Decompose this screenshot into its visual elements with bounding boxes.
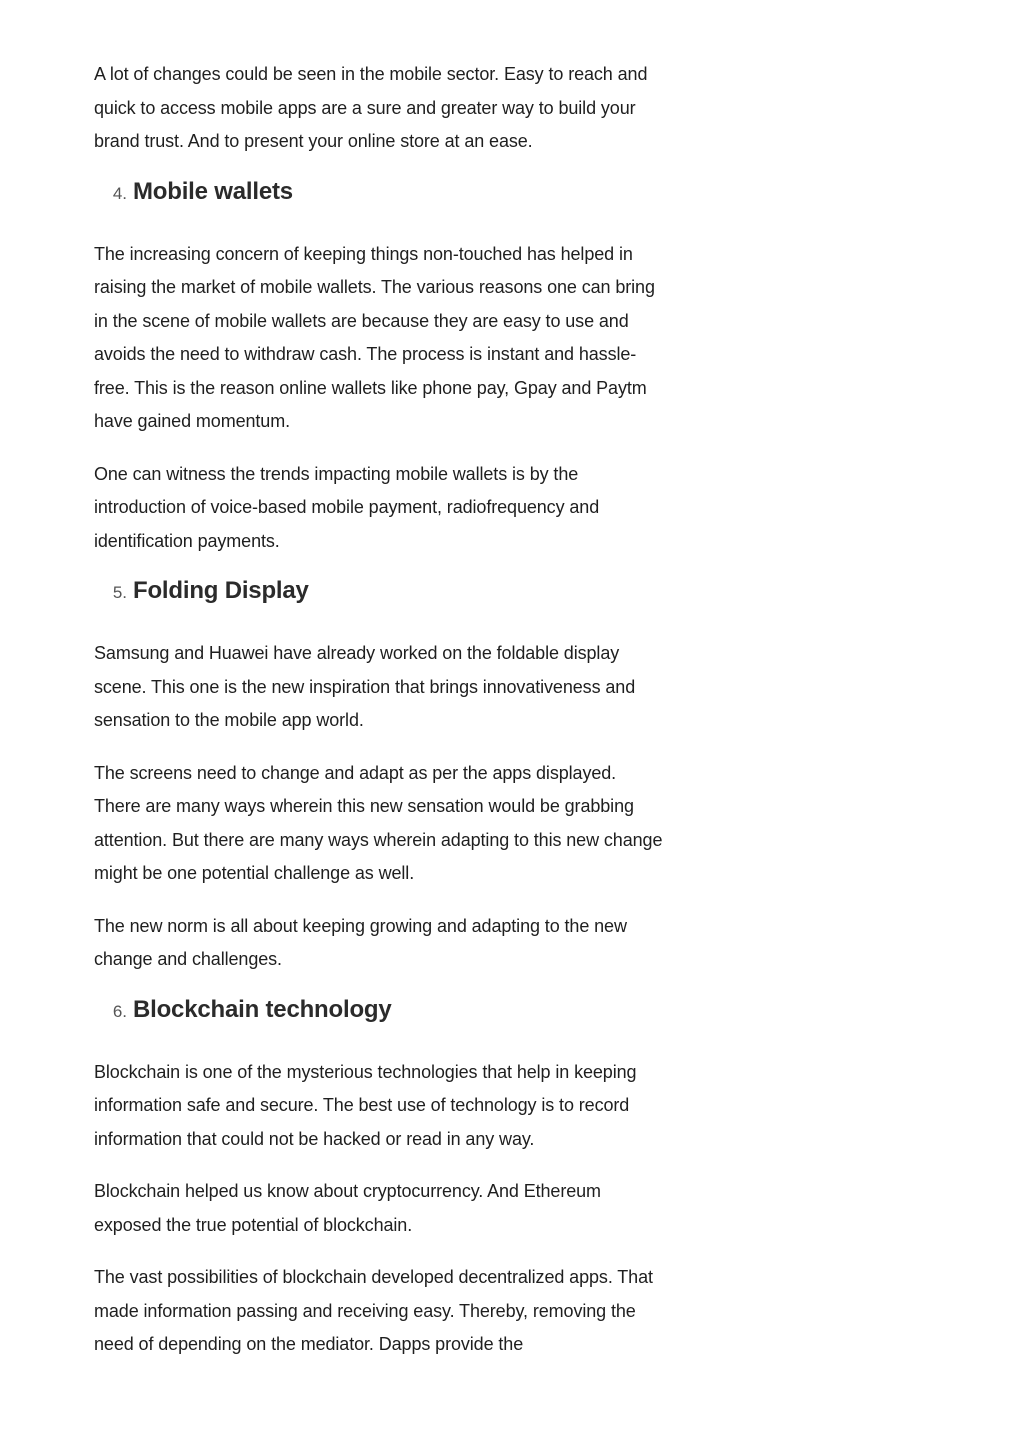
paragraph: Samsung and Huawei have already worked on the foldable display scene. This one is the new inspiration that brings innovativeness and sensation to the mobile app world. — [94, 643, 636, 730]
article-body — [94, 58, 664, 1381]
section-heading-folding-display — [94, 577, 664, 615]
section-heading-mobile-wallets — [94, 178, 664, 216]
section-title: Blockchain technology — [133, 995, 392, 1023]
paragraph: The increasing concern of keeping things non-touched has helped in raising the market of mobile wallets. The various reasons one can bring in the scene of mobile wallets are because they are easy to use and avoids the need to withdraw cash. The process is instant and hassle-free. This is the reason online wallets like phone pay, Gpay and Paytm have gained momentum. — [94, 243, 655, 431]
section-title: Folding Display — [133, 577, 309, 604]
paragraph: The screens need to change and adapt as per the apps displayed. There are many ways wherein this new sensation would be grabbing attention. But there are many ways wherein adapting to this new change might be one potential challenge as well. — [94, 762, 663, 883]
intro-paragraph: A lot of changes could be seen in the mobile sector. Easy to reach and quick to access mobile apps are a sure and greater way to build your brand trust. And to present your online store at an ease. — [94, 64, 648, 151]
paragraph: The new norm is all about keeping growing and adapting to the new change and challenges. — [94, 915, 627, 969]
paragraph: Blockchain helped us know about cryptocurrency. And Ethereum exposed the true potential of blockchain. — [94, 1181, 601, 1235]
list-number: 6. — [112, 1001, 127, 1021]
list-number: 5. — [112, 583, 127, 602]
paragraph: The vast possibilities of blockchain developed decentralized apps. That made information passing and receiving easy. Thereby, removing the need of depending on the mediator. Dapps provide the — [94, 1267, 653, 1354]
section-heading-blockchain-technology — [94, 996, 664, 1034]
paragraph: Blockchain is one of the mysterious technologies that help in keeping information safe and secure. The best use of technology is to record information that could not be hacked or read in any way. — [94, 1061, 637, 1149]
paragraph: One can witness the trends impacting mobile wallets is by the introduction of voice-based mobile payment, radiofrequency and identification payments. — [94, 463, 600, 551]
list-number: 4. — [112, 183, 127, 203]
section-title: Mobile wallets — [133, 177, 293, 205]
